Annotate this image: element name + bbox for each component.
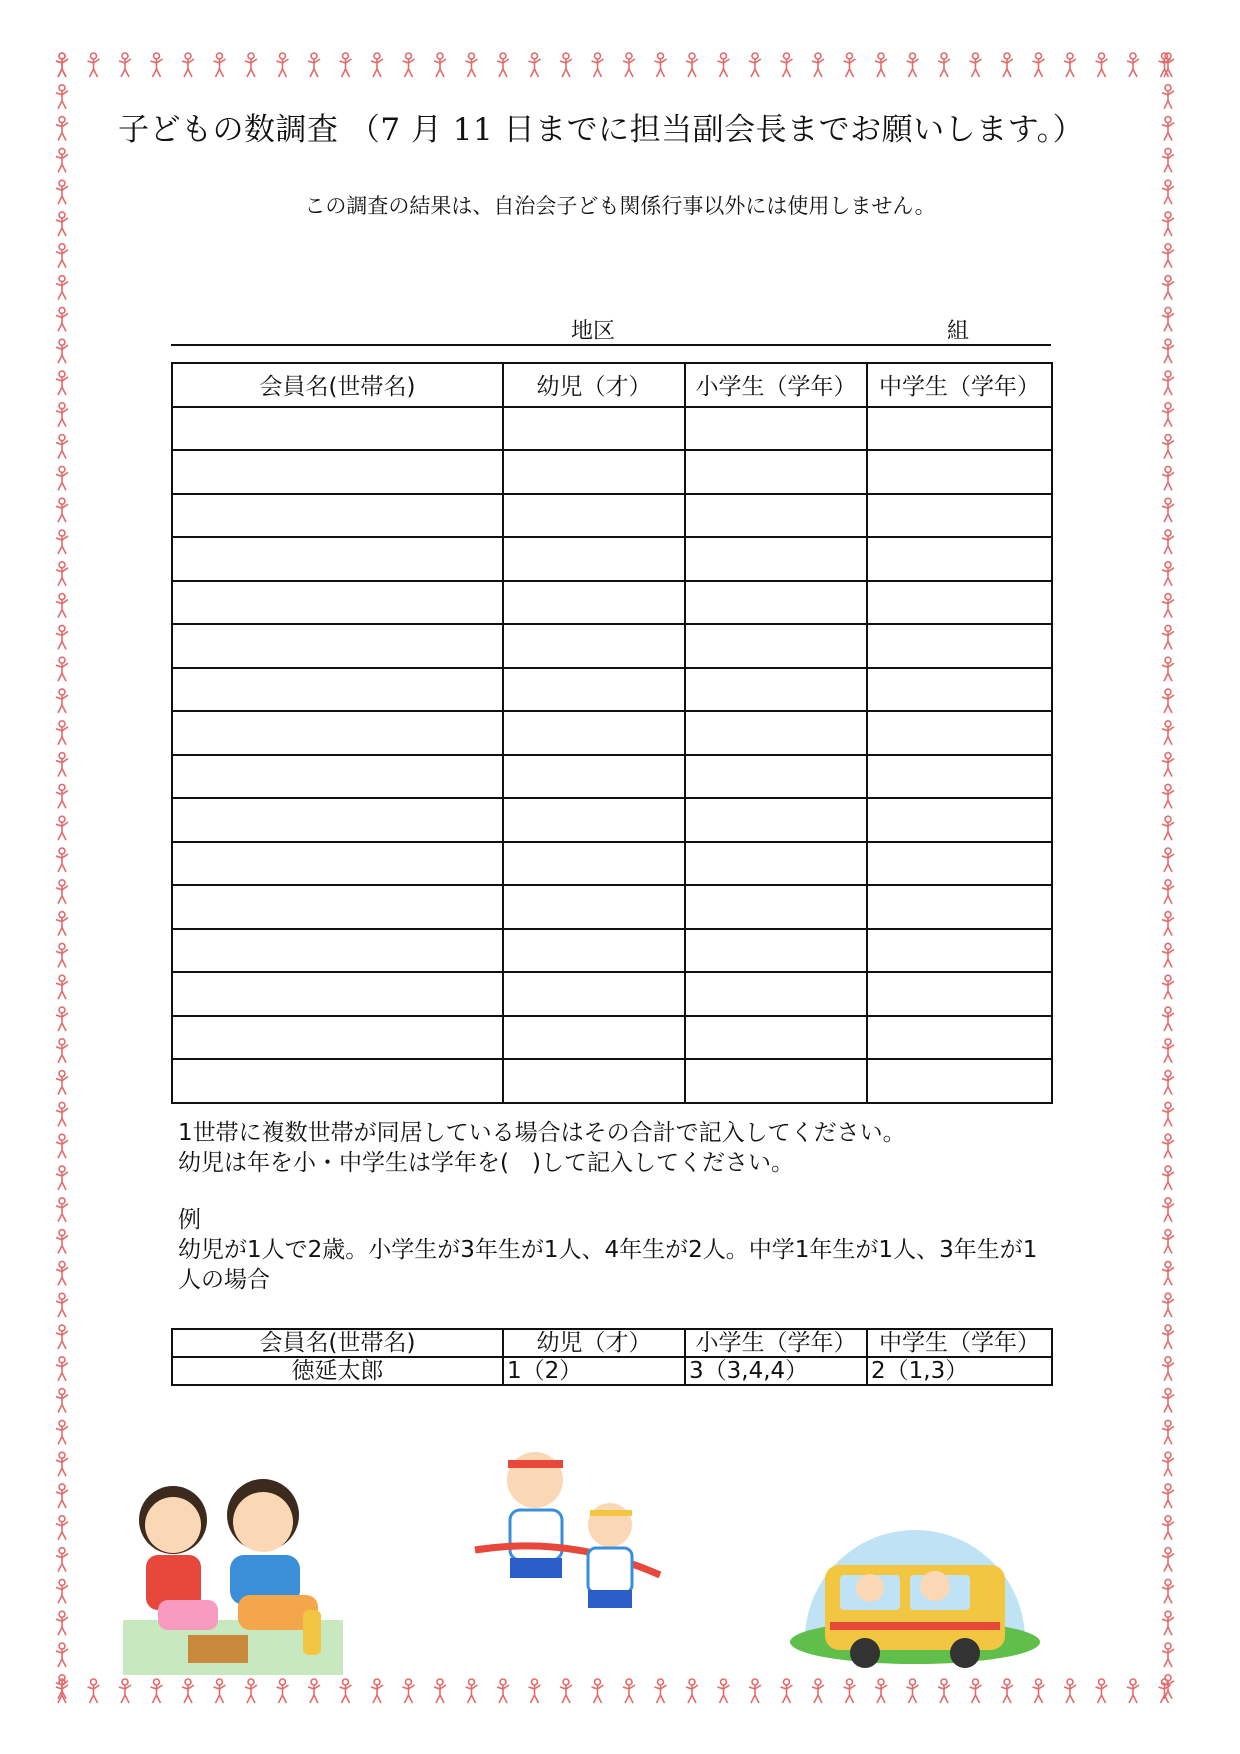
junior-high-cell[interactable]	[867, 929, 1052, 973]
example-description: 幼児が1人で2歳。小学生が3年生が1人、4年生が2人。中学1年生が1人、3年生が1人の場合	[178, 1237, 1038, 1293]
bus-wheel-back	[950, 1638, 980, 1668]
member-name-cell[interactable]	[172, 1059, 503, 1103]
elementary-cell[interactable]	[685, 450, 867, 494]
elementary-cell[interactable]	[685, 624, 867, 668]
example-junior-high: 2（1,3）	[867, 1357, 1052, 1385]
junior-high-cell[interactable]	[867, 624, 1052, 668]
member-name-cell[interactable]	[172, 929, 503, 973]
example-heading: 例	[178, 1207, 201, 1233]
bus-stripe	[830, 1622, 1000, 1630]
junior-high-cell[interactable]	[867, 842, 1052, 886]
member-name-cell[interactable]	[172, 885, 503, 929]
girl-face	[145, 1497, 201, 1553]
junior-high-cell[interactable]	[867, 581, 1052, 625]
elementary-cell[interactable]	[685, 885, 867, 929]
instructions	[178, 1118, 1058, 1178]
infant-cell[interactable]	[503, 711, 685, 755]
infant-cell[interactable]	[503, 929, 685, 973]
table-row	[172, 537, 1052, 581]
junior-high-cell[interactable]	[867, 798, 1052, 842]
group-label: 組	[947, 319, 970, 344]
junior-high-cell[interactable]	[867, 450, 1052, 494]
bus-wheel-front	[850, 1638, 880, 1668]
instruction-line: 1世帯に複数世帯が同居している場合はその合計で記入してください。	[178, 1120, 906, 1146]
infant-cell[interactable]	[503, 755, 685, 799]
infant-cell[interactable]	[503, 842, 685, 886]
table-row	[172, 494, 1052, 538]
elementary-cell[interactable]	[685, 494, 867, 538]
elementary-cell[interactable]	[685, 537, 867, 581]
elementary-cell[interactable]	[685, 407, 867, 451]
example-infant: 1（2）	[503, 1357, 685, 1385]
header-junior-high-grade: 中学生（学年）	[867, 363, 1052, 407]
junior-high-cell[interactable]	[867, 711, 1052, 755]
table-row	[172, 755, 1052, 799]
junior-high-cell[interactable]	[867, 1059, 1052, 1103]
member-name-cell[interactable]	[172, 755, 503, 799]
basket	[188, 1635, 248, 1663]
decorative-border-top	[52, 50, 1188, 80]
infant-cell[interactable]	[503, 450, 685, 494]
runner2-shirt	[588, 1548, 632, 1593]
junior-high-cell[interactable]	[867, 885, 1052, 929]
example-member-name: 徳延太郎	[172, 1357, 503, 1385]
district-group-line	[171, 310, 1051, 346]
member-name-cell[interactable]	[172, 972, 503, 1016]
infant-cell[interactable]	[503, 1059, 685, 1103]
infant-cell[interactable]	[503, 798, 685, 842]
girl-skirt	[158, 1600, 218, 1630]
member-name-cell[interactable]	[172, 537, 503, 581]
member-name-cell[interactable]	[172, 1016, 503, 1060]
elementary-cell[interactable]	[685, 972, 867, 1016]
junior-high-cell[interactable]	[867, 407, 1052, 451]
runner2-headband	[590, 1510, 632, 1516]
bottle	[303, 1610, 321, 1655]
survey-table	[171, 362, 1053, 1104]
page-title: 子どもの数調査 （7 月 11 日までに担当副会長までお願いします。）	[118, 112, 1085, 148]
header-infant-age: 幼児（才）	[503, 363, 685, 407]
passenger-boy	[920, 1571, 950, 1601]
runner2-face	[588, 1503, 632, 1547]
decorative-border-left	[52, 50, 82, 1706]
member-name-cell[interactable]	[172, 581, 503, 625]
table-row	[172, 842, 1052, 886]
example-header-row	[172, 1329, 1052, 1357]
table-row	[172, 668, 1052, 712]
junior-high-cell[interactable]	[867, 494, 1052, 538]
instruction-line: 幼児は年を小・中学生は学年を( )して記入してください。	[178, 1150, 794, 1176]
table-row	[172, 407, 1052, 451]
junior-high-cell[interactable]	[867, 668, 1052, 712]
passenger-girl	[856, 1574, 884, 1602]
table-row	[172, 929, 1052, 973]
member-name-cell[interactable]	[172, 798, 503, 842]
junior-high-cell[interactable]	[867, 755, 1052, 799]
example-section	[178, 1205, 1058, 1295]
elementary-cell[interactable]	[685, 798, 867, 842]
table-row	[172, 1016, 1052, 1060]
infant-cell[interactable]	[503, 407, 685, 451]
district-label: 地区	[571, 319, 616, 344]
member-name-cell[interactable]	[172, 711, 503, 755]
table-row	[172, 581, 1052, 625]
member-name-cell[interactable]	[172, 407, 503, 451]
runners-illustration	[470, 1440, 670, 1660]
example-header-infant: 幼児（才）	[503, 1329, 685, 1357]
example-row	[172, 1357, 1052, 1385]
table-header-row	[172, 363, 1052, 407]
infant-cell[interactable]	[503, 581, 685, 625]
junior-high-cell[interactable]	[867, 1016, 1052, 1060]
infant-cell[interactable]	[503, 494, 685, 538]
elementary-cell[interactable]	[685, 929, 867, 973]
junior-high-cell[interactable]	[867, 972, 1052, 1016]
runner1-shirt	[510, 1510, 562, 1560]
elementary-cell[interactable]	[685, 581, 867, 625]
table-row	[172, 1059, 1052, 1103]
infant-cell[interactable]	[503, 668, 685, 712]
header-member-name: 会員名(世帯名)	[172, 363, 503, 407]
decorative-border-right	[1158, 50, 1188, 1706]
example-header-elementary: 小学生（学年）	[685, 1329, 867, 1357]
table-row	[172, 450, 1052, 494]
elementary-cell[interactable]	[685, 755, 867, 799]
table-row	[172, 885, 1052, 929]
picnic-children-illustration	[118, 1470, 348, 1680]
member-name-cell[interactable]	[172, 450, 503, 494]
example-table	[171, 1328, 1053, 1386]
elementary-cell[interactable]	[685, 1016, 867, 1060]
infant-cell[interactable]	[503, 885, 685, 929]
elementary-cell[interactable]	[685, 842, 867, 886]
example-header-member-name: 会員名(世帯名)	[172, 1329, 503, 1357]
runner1-headband	[508, 1460, 563, 1468]
bus-illustration	[785, 1510, 1045, 1680]
infant-cell[interactable]	[503, 972, 685, 1016]
runner1-shorts	[510, 1558, 562, 1578]
table-row	[172, 711, 1052, 755]
boy-face	[233, 1492, 293, 1552]
table-row	[172, 798, 1052, 842]
member-name-cell[interactable]	[172, 668, 503, 712]
elementary-cell[interactable]	[685, 668, 867, 712]
infant-cell[interactable]	[503, 1016, 685, 1060]
example-header-junior-high: 中学生（学年）	[867, 1329, 1052, 1357]
decorative-border-bottom	[52, 1676, 1188, 1706]
infant-cell[interactable]	[503, 624, 685, 668]
elementary-cell[interactable]	[685, 1059, 867, 1103]
privacy-notice: この調査の結果は、自治会子ども関係行事以外には使用しません。	[304, 194, 936, 218]
member-name-cell[interactable]	[172, 494, 503, 538]
member-name-cell[interactable]	[172, 624, 503, 668]
example-elementary: 3（3,4,4）	[685, 1357, 867, 1385]
junior-high-cell[interactable]	[867, 537, 1052, 581]
runner2-shorts	[588, 1590, 632, 1608]
table-row	[172, 624, 1052, 668]
member-name-cell[interactable]	[172, 842, 503, 886]
header-elementary-grade: 小学生（学年）	[685, 363, 867, 407]
infant-cell[interactable]	[503, 537, 685, 581]
elementary-cell[interactable]	[685, 711, 867, 755]
table-row	[172, 972, 1052, 1016]
